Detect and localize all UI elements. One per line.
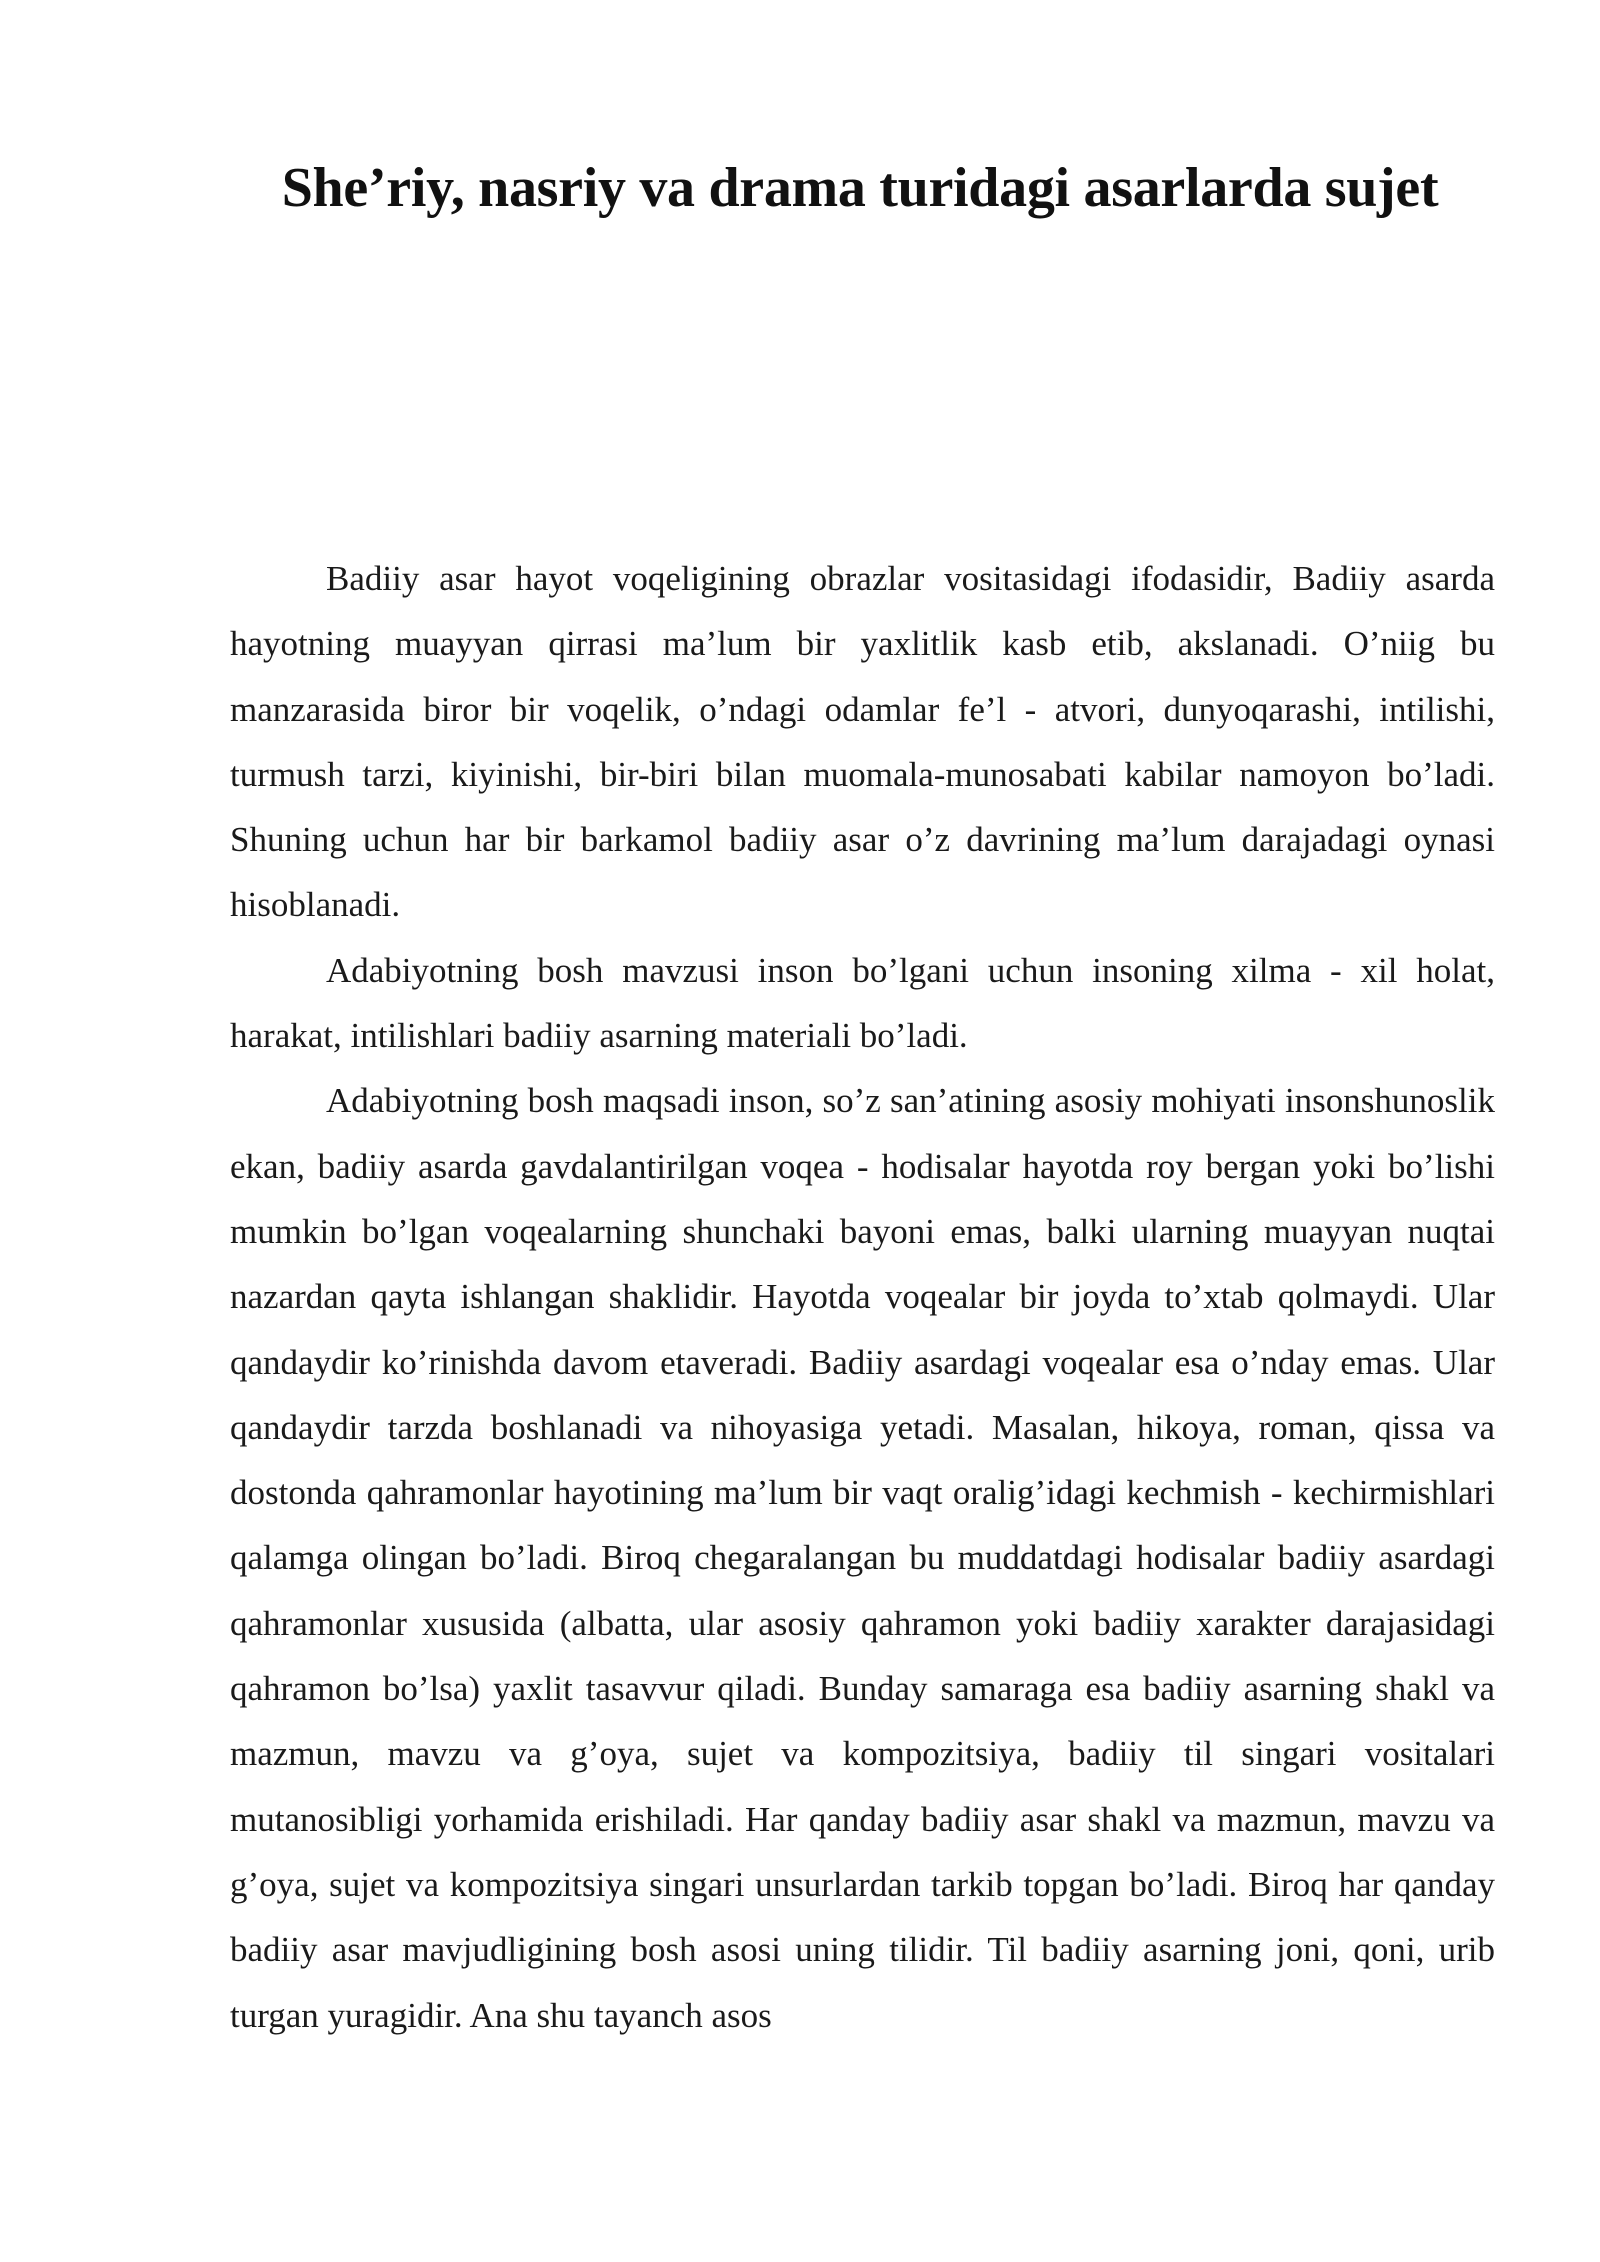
paragraph-1: Badiiy asar hayot voqeligining obrazlar vositasidagi ifodasidir, Badiiy asarda hayotning muayyan qirrasi ma’lum bir yaxlitlik kasb etib, akslanadi. O’niig bu manzarasida biror bir voqelik, o’ndagi odamlar fe’l - atvori, dunyoqarashi, intilishi, turmush tarzi, kiyinishi, bir-biri bilan muomala-munosabati kabilar namoyon bo’ladi. Shuning uchun har bir barkamol badiiy asar o’z davrining ma’lum darajadagi oynasi hisoblanadi. — [230, 559, 1495, 925]
paragraph-2: Adabiyotning bosh mavzusi inson bo’lgani uchun insoning xilma - xil holat, harakat, intilishlari badiiy asarning materiali bo’ladi. — [230, 950, 1495, 1056]
document-body — [230, 546, 1495, 2048]
paragraph-3: Adabiyotning bosh maqsadi inson, so’z san’atining asosiy mohiyati insonshunoslik ekan, badiiy asarda gavdalantirilgan voqea - hodisalar hayotda roy bergan yoki bo’lishi mumkin bo’lgan voqealarning shunchaki bayoni emas, balki ularning muayyan nuqtai nazardan qayta ishlangan shaklidir. Hayotda voqealar bir joyda to’xtab qolmaydi. Ular qandaydir ko’rinishda davom etaveradi. Badiiy asardagi voqealar esa o’nday emas. Ular qandaydir tarzda boshlanadi va nihoyasiga yetadi. Masalan, hikoya, roman, qissa va dostonda qahramonlar hayotining ma’lum bir vaqt oralig’idagi kechmish - kechirmishlari qalamga olingan bo’ladi. Biroq chegaralangan bu muddatdagi hodisalar badiiy asardagi qahramonlar xususida (albatta, ular asosiy qahramon yoki badiiy xarakter darajasidagi qahramon bo’lsa) yaxlit tasavvur qiladi. Bunday samaraga esa badiiy asarning shakl va mazmun, mavzu va g’oya, sujet va kompozitsiya, badiiy til singari vositalari mutanosibligi yorhamida erishiladi. Har qanday badiiy asar shakl va mazmun, mavzu va g’oya, sujet va kompozitsiya singari unsurlardan tarkib topgan bo’ladi. Biroq har qanday badiiy asar mavjudligining bosh asosi uning tilidir. Til badiiy asarning joni, qoni, urib turgan yuragidir. Ana shu tayanch asos — [230, 1081, 1495, 2035]
document-title: She’riy, nasriy va drama turidagi asarlarda sujet — [281, 157, 1439, 219]
